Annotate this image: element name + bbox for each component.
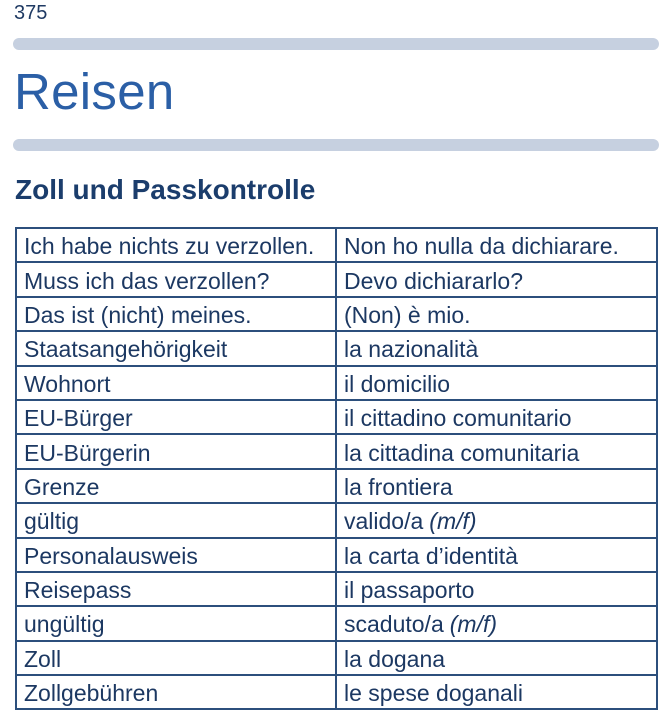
table-row xyxy=(17,298,658,332)
page-number: 375 xyxy=(14,2,48,24)
german-phrase: Reisepass xyxy=(17,573,337,607)
italian-phrase: la cittadina comunitaria xyxy=(337,435,658,469)
table-row xyxy=(17,332,658,366)
table-row xyxy=(17,401,658,435)
gender-note: (m/f) xyxy=(449,611,498,638)
german-phrase: Zollgebühren xyxy=(17,676,337,710)
italian-phrase: Non ho nulla da dichiarare. xyxy=(337,229,658,263)
italian-phrase: la nazionalità xyxy=(337,332,658,366)
table-row xyxy=(17,435,658,469)
italian-phrase-text: valido/a xyxy=(344,508,424,535)
italian-phrase-text: scaduto/a xyxy=(344,611,444,638)
german-phrase: gültig xyxy=(17,504,337,538)
italian-phrase: il domicilio xyxy=(337,367,658,401)
table-row xyxy=(17,229,658,263)
italian-phrase: le spese doganali xyxy=(337,676,658,710)
italian-phrase: la carta d’identità xyxy=(337,539,658,573)
german-phrase: Personalausweis xyxy=(17,539,337,573)
table-row xyxy=(17,607,658,641)
table-row xyxy=(17,504,658,538)
italian-phrase: (Non) è mio. xyxy=(337,298,658,332)
german-phrase: Muss ich das verzollen? xyxy=(17,263,337,297)
italian-phrase: il cittadino comunitario xyxy=(337,401,658,435)
german-phrase: Wohnort xyxy=(17,367,337,401)
table-row xyxy=(17,263,658,297)
table-row xyxy=(17,367,658,401)
chapter-title: Reisen xyxy=(14,63,175,120)
italian-phrase: la frontiera xyxy=(337,470,658,504)
italian-phrase xyxy=(337,607,658,641)
table-row xyxy=(17,642,658,676)
german-phrase: EU-Bürger xyxy=(17,401,337,435)
gender-note: (m/f) xyxy=(429,508,477,535)
table-row xyxy=(17,573,658,607)
german-phrase: Grenze xyxy=(17,470,337,504)
table-row xyxy=(17,676,658,710)
phrase-table xyxy=(15,227,658,710)
table-row xyxy=(17,539,658,573)
table-row xyxy=(17,470,658,504)
italian-phrase: la dogana xyxy=(337,642,658,676)
italian-phrase: Devo dichiararlo? xyxy=(337,263,658,297)
italian-phrase xyxy=(337,504,658,538)
italian-phrase: il passaporto xyxy=(337,573,658,607)
german-phrase: Das ist (nicht) meines. xyxy=(17,298,337,332)
german-phrase: Zoll xyxy=(17,642,337,676)
section-title: Zoll und Passkontrolle xyxy=(15,174,316,205)
section-divider-bar xyxy=(13,139,659,151)
german-phrase: ungültig xyxy=(17,607,337,641)
top-divider-bar xyxy=(13,38,659,50)
german-phrase: EU-Bürgerin xyxy=(17,435,337,469)
german-phrase: Ich habe nichts zu verzollen. xyxy=(17,229,337,263)
german-phrase: Staatsangehörigkeit xyxy=(17,332,337,366)
